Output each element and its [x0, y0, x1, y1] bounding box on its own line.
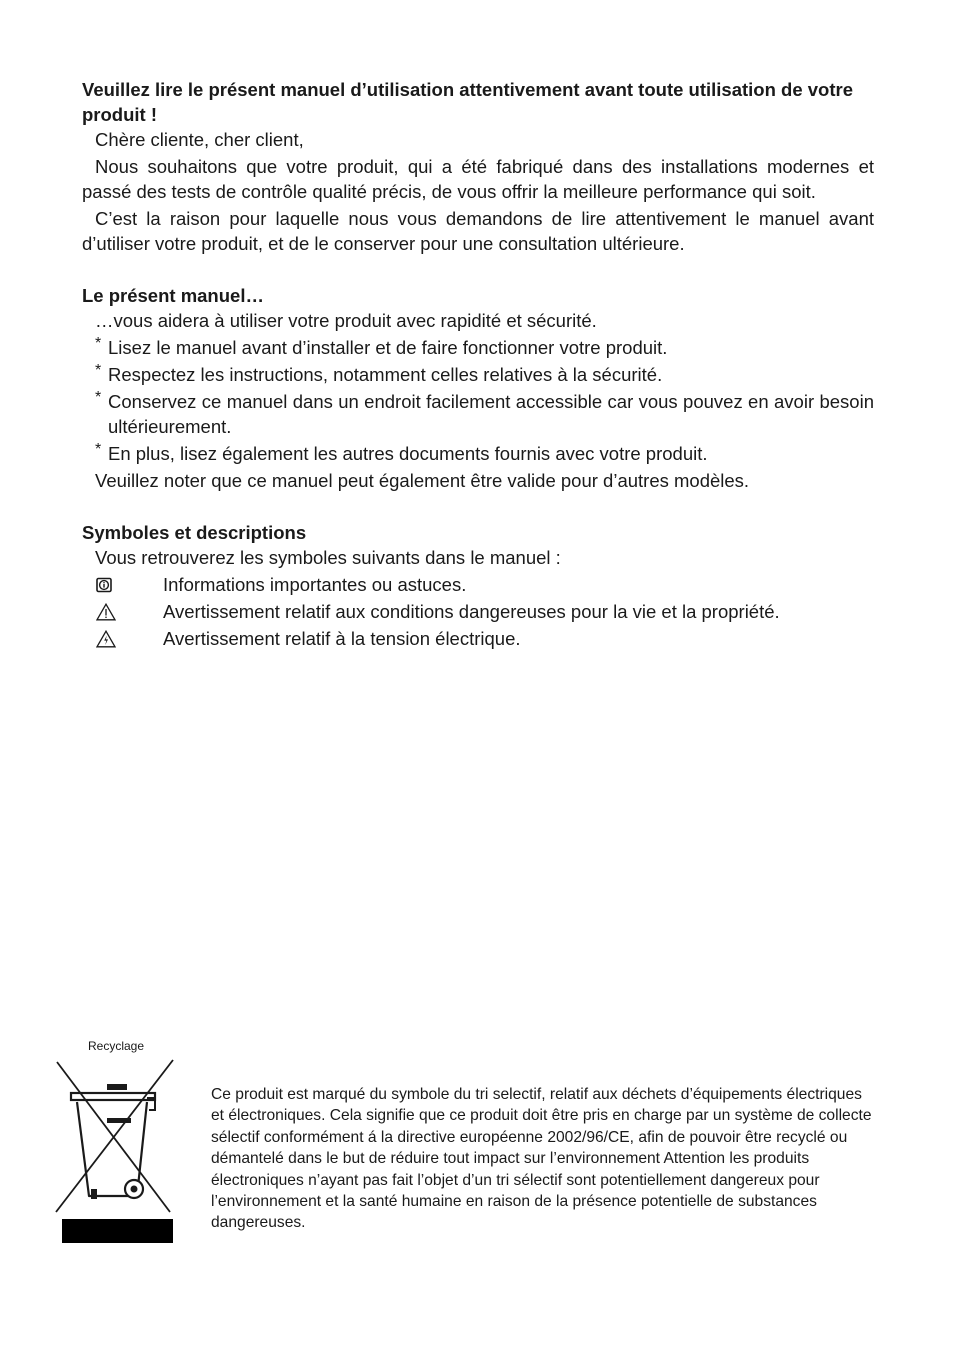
list-item-text: En plus, lisez également les autres documents fournis avec votre produit. [108, 443, 708, 464]
list-item [95, 441, 874, 466]
greeting: Chère cliente, cher client, [95, 129, 304, 150]
electric-warning-icon [82, 626, 163, 651]
bullet-mark: * [95, 389, 102, 406]
manual-note: Veuillez noter que ce manuel peut également être valide pour d’autres modèles. [95, 470, 750, 491]
symbols-heading: Symboles et descriptions [82, 522, 307, 543]
recycling-text: Ce produit est marqué du symbole du tri selectif, relatif aux déchets d’équipements électriques et électroniques. Cela signifie que ce produit doit être pris en charge par un système de collecte sélectif conformément á la directive européenne 2002/96/CE, afin de pouvoir être recyclé ou démantelé dans le but de réduire tout impact sur l’environnement Attention les produits électroniques n’ayant pas fait l’objet d’un tri sélectif sont potentiellement dangereux pour l’environnement et la santé humaine en raison de la présence potentielle de substances dangereuses. [211, 1086, 872, 1232]
symbol-description: Avertissement relatif aux conditions dangereuses pour la vie et la propriété. [163, 601, 780, 622]
list-item [95, 389, 874, 439]
intro-paragraph-1: Nous souhaitons que votre produit, qui a été fabriqué dans des installations modernes et passé des tests de contrôle qualité précis, de vous offrir la meilleure performance qui soit. [82, 156, 874, 202]
list-item-text: Conservez ce manuel dans un endroit facilement accessible car vous pouvez en avoir besoin ultérieurement. [108, 391, 874, 437]
symbol-row-info [82, 572, 874, 597]
info-icon [82, 572, 163, 597]
list-item-text: Respectez les instructions, notamment celles relatives à la sécurité. [108, 364, 663, 385]
symbol-description: Informations importantes ou astuces. [163, 574, 467, 595]
symbols-lead: Vous retrouverez les symboles suivants dans le manuel : [95, 547, 561, 568]
list-item [95, 362, 874, 387]
bullet-mark: * [95, 441, 102, 458]
intro-paragraph-2: C’est la raison pour laquelle nous vous demandons de lire attentivement le manuel avant d’utiliser votre produit, et de le conserver pour une consultation ultérieure. [82, 208, 874, 254]
bullet-mark: * [95, 362, 102, 379]
warning-icon [82, 599, 163, 624]
list-item [95, 335, 874, 360]
symbol-row-electric [82, 626, 874, 651]
manual-heading: Le présent manuel… [82, 285, 264, 306]
bullet-mark: * [95, 335, 102, 352]
list-item-text: Lisez le manuel avant d’installer et de faire fonctionner votre produit. [108, 337, 668, 358]
intro-heading: Veuillez lire le présent manuel d’utilisation attentivement avant toute utilisation de votre produit ! [82, 79, 854, 125]
manual-page [82, 77, 874, 651]
recycling-label: Recyclage [88, 1039, 145, 1053]
crossed-out-bin-icon [55, 1058, 175, 1244]
manual-list [82, 308, 874, 493]
manual-lead: …vous aidera à utiliser votre produit avec rapidité et sécurité. [95, 310, 597, 331]
symbol-row-warning [82, 599, 874, 624]
symbol-description: Avertissement relatif à la tension électrique. [163, 628, 521, 649]
